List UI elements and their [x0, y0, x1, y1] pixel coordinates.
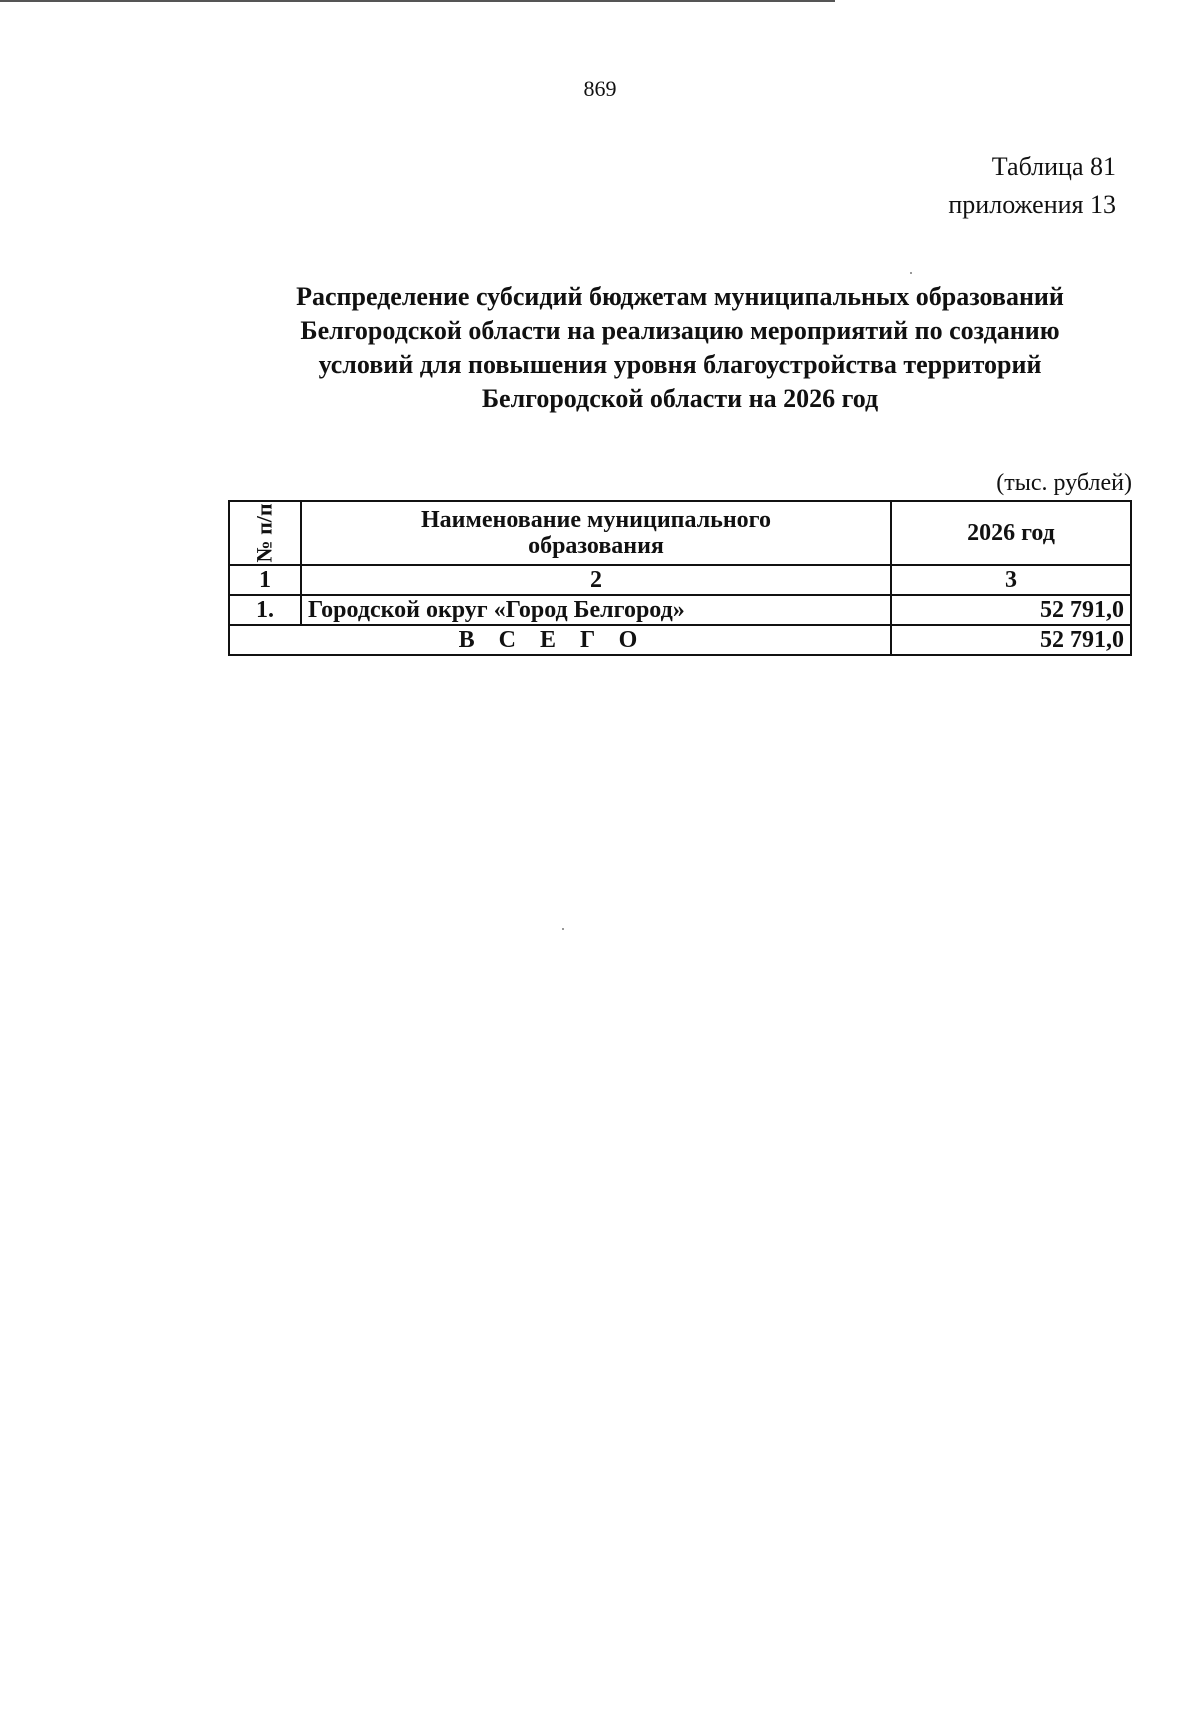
- row-value: 52 791,0: [891, 595, 1131, 625]
- title-line: Белгородской области на реализацию мероприятий по созданию: [300, 316, 1060, 345]
- header-municipality-line: образования: [528, 533, 664, 559]
- table-reference: [948, 148, 1116, 224]
- scan-speck: [910, 272, 912, 274]
- total-row: [229, 625, 1131, 655]
- header-municipality: [301, 501, 891, 565]
- row-number: 1.: [229, 595, 301, 625]
- scan-speck: [562, 928, 564, 930]
- column-index-row: [229, 565, 1131, 595]
- table-number: Таблица 81: [991, 152, 1116, 181]
- header-number-label: № п/п: [251, 503, 277, 563]
- page-number: 869: [583, 76, 617, 101]
- column-index: 2: [301, 565, 891, 595]
- title-line: условий для повышения уровня благоустройства территорий: [318, 350, 1042, 379]
- table-header-row: [229, 501, 1131, 565]
- column-index: 1: [229, 565, 301, 595]
- appendix-number: приложения 13: [948, 190, 1116, 219]
- row-municipality: Городской округ «Город Белгород»: [301, 595, 891, 625]
- total-value: 52 791,0: [891, 625, 1131, 655]
- header-year: 2026 год: [891, 501, 1131, 565]
- title-line: Распределение субсидий бюджетам муниципальных образований: [296, 282, 1064, 311]
- column-index: 3: [891, 565, 1131, 595]
- header-municipality-line: Наименование муниципального: [421, 507, 771, 533]
- total-label: ВСЕГО: [229, 625, 891, 655]
- subsidy-table: [228, 500, 1132, 656]
- document-title: [230, 280, 1130, 416]
- table-row: [229, 595, 1131, 625]
- header-number: [229, 501, 301, 565]
- title-line: Белгородской области на 2026 год: [481, 384, 879, 413]
- scan-border-line: [0, 0, 835, 2]
- units-label: (тыс. рублей): [996, 470, 1132, 496]
